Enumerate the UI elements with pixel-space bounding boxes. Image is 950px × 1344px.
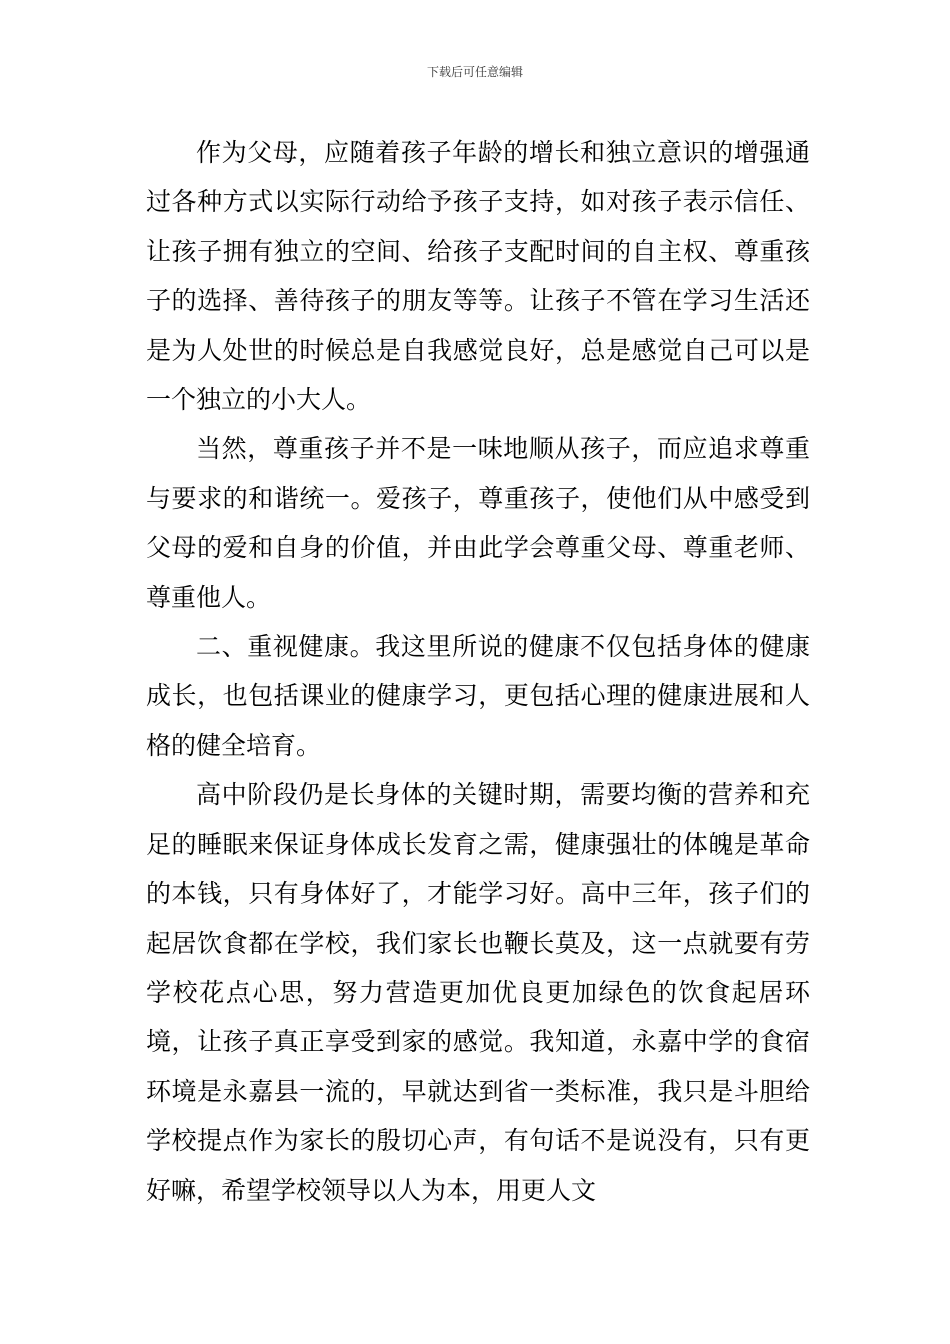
document-body <box>146 128 810 1215</box>
paragraph-respect-independence: 作为父母，应随着孩子年龄的增长和独立意识的增强通过各种方式以实际行动给予孩子支持，如对孩子表示信任、让孩子拥有独立的空间、给孩子支配时间的自主权、尊重孩子的选择、善待孩子的朋友等等。让孩子不管在学习生活还是为人处世的时候总是自我感觉良好，总是感觉自己可以是一个独立的小大人。 <box>146 138 810 415</box>
page-header: 下载后可任意编辑 <box>426 65 523 79</box>
paragraph-school-living: 高中阶段仍是长身体的关键时期，需要均衡的营养和充足的睡眠来保证身体成长发育之需，健康强壮的体魄是革命的本钱，只有身体好了，才能学习好。高中三年，孩子们的起居饮食都在学校，我们家长也鞭长莫及，这一点就要有劳学校花点心思，努力营造更加优良更加绿色的饮食起居环境，让孩子真正享受到家的感觉。我知道，永嘉中学的食宿环境是永嘉县一流的，早就达到省一类标准，我只是斗胆给学校提点作为家长的殷切心声，有句话不是说没有，只有更好嘛，希望学校领导以人为本，用更人文 <box>146 780 810 1205</box>
paragraph-respect-balance: 当然，尊重孩子并不是一味地顺从孩子，而应追求尊重与要求的和谐统一。爱孩子，尊重孩子，使他们从中感受到父母的爱和自身的价值，并由此学会尊重父母、尊重老师、尊重他人。 <box>146 434 810 612</box>
paragraph-value-health: 二、重视健康。我这里所说的健康不仅包括身体的健康成长，也包括课业的健康学习，更包括心理的健康进展和人格的健全培育。 <box>146 632 810 760</box>
